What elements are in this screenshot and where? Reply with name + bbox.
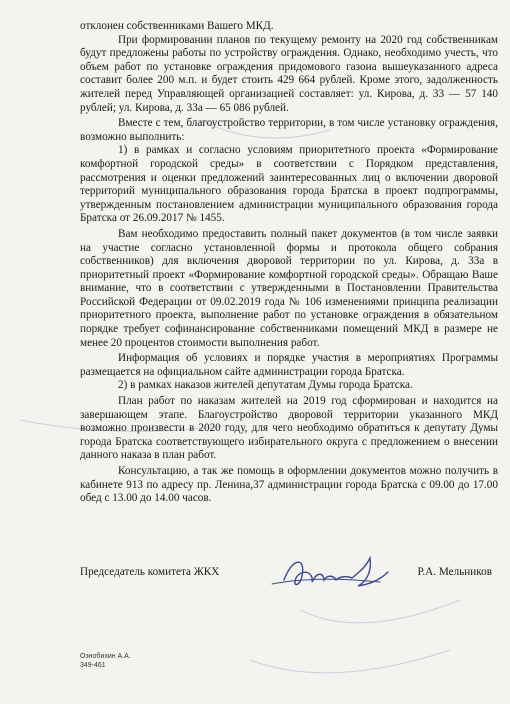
signatory-name: Р.А. Мельников (417, 566, 492, 578)
paragraph-options-intro: Вместе с тем, благоустройство территории, в том числе установку ограждения, возможно выполнить: (80, 117, 498, 143)
paragraph-repair-plans: При формировании планов по текущему ремонту на 2020 год собственникам будут предложены работы по устройству ограждения. Однако, необходимо учесть, что объем работ по установке ограждения придомового газона вышеуказанного адреса составит более 200 м.п. и будет стоить 429 664 рублей. Кроме этого, задолженность жителей перед Управляющей организацией составляет: ул. Кирова, д. 33 — 57 140 рублей; ул. Кирова, д. 33а — 65 086 рублей. (80, 33, 498, 114)
executor-info (80, 652, 131, 670)
letter-body (80, 20, 498, 506)
paragraph-work-plan: План работ по наказам жителей на 2019 год сформирован и находится на завершающем этапе. Благоустройство дворовой территории указанного МКД возможно произвести в 2020 году, для чего необходимо обратиться к депутату Думы города Братска соответствующего избирательного округа с предложением о внесении данного наказа в план работ. (80, 395, 498, 462)
executor-name: Ознобихин А.А. (80, 653, 131, 660)
paragraph-continuation: отклонен собственниками Вашего МКД. (80, 20, 274, 32)
signatory-position: Председатель комитета ЖКХ (80, 566, 220, 578)
paragraph-option-1: 1) в рамках и согласно условиям приоритетного проекта «Формирование комфортной городской среды» в соответствии с Порядком представления, рассмотрения и оценки предложений заинтересованных лиц о включении дворовой территорий муниципального образования города Братска в проект подпрограммы, утвержденным постановлением администрации муниципального образования города Братска от 26.09.2017 № 1455. (80, 144, 498, 225)
paragraph-documents: Вам необходимо предоставить полный пакет документов (в том числе заявки на участие согласно установленной формы и протокола общего собрания собственников) для включения дворовой территории по ул. Кирова, д. 33а в приоритетный проект «Формирование комфортной городской среды». Обращаю Ваше внимание, что в соответствии с утвержденными в Постановлении Правительства Российской Федерации от 09.02.2019 года № 106 изменениями принципа реализации приоритетного проекта, выполнение работ по установке ограждения в обязательном порядке требует софинансирование собственниками помещений МКД в размере не менее 20 процентов стоимости выполнения работ. (80, 227, 498, 349)
handwritten-signature (262, 548, 402, 598)
executor-phone: 349-461 (80, 662, 106, 669)
paragraph-consultation: Консультацию, а так же помощь в оформлении документов можно получить в кабинете 913 по адресу пр. Ленина,37 администрации города Братска с 09.00 до 17.00 обед с 13.00 до 14.00 часов. (80, 465, 498, 505)
paragraph-program-info: Информация об условиях и порядке участия в мероприятиях Программы размещается на официальном сайте администрации города Братска. (80, 352, 498, 378)
paragraph-option-2: 2) в рамках наказов жителей депутатам Думы города Братска. (118, 379, 413, 392)
